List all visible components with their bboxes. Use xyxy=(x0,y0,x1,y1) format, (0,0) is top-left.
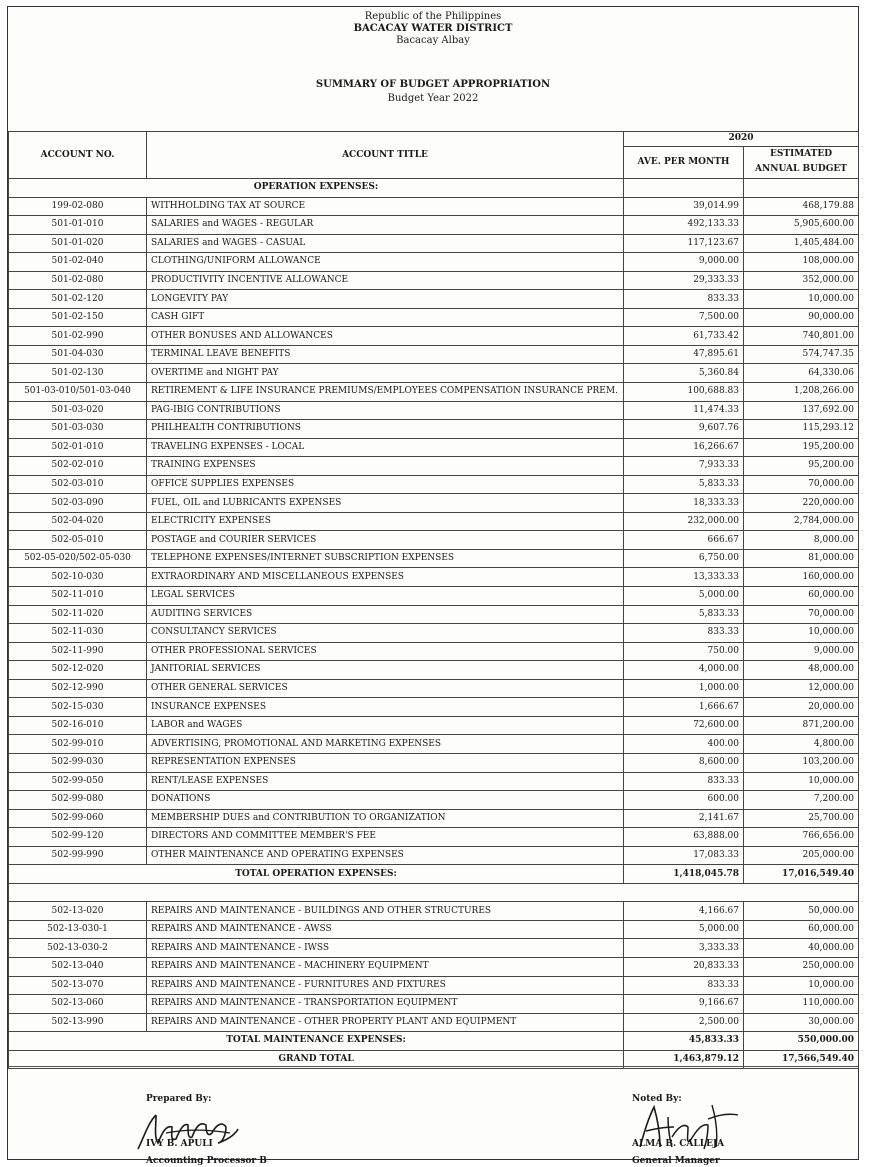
operation-total-row xyxy=(9,865,859,884)
account-title-cell: POSTAGE and COURIER SERVICES xyxy=(147,531,624,550)
account-title-cell: OTHER MAINTENANCE AND OPERATING EXPENSES xyxy=(147,846,624,865)
table-row xyxy=(9,976,859,995)
account-no-cell: 501-03-030 xyxy=(9,420,147,439)
account-no-cell: 501-02-130 xyxy=(9,364,147,383)
table-row xyxy=(9,920,859,939)
budget-table xyxy=(8,131,859,1069)
account-no-cell: 501-03-020 xyxy=(9,401,147,420)
ave-per-month-cell: 9,166.67 xyxy=(624,995,744,1014)
account-no-cell: 502-13-030-1 xyxy=(9,920,147,939)
account-no-cell: 502-99-010 xyxy=(9,735,147,754)
table-row xyxy=(9,531,859,550)
account-no-cell: 502-99-050 xyxy=(9,772,147,791)
account-no-cell: 502-10-030 xyxy=(9,568,147,587)
operation-section-label: OPERATION EXPENSES: xyxy=(9,179,624,198)
ave-per-month-cell: 8,600.00 xyxy=(624,753,744,772)
account-title-cell: TRAINING EXPENSES xyxy=(147,457,624,476)
account-no-cell: 502-13-020 xyxy=(9,902,147,921)
table-row xyxy=(9,846,859,865)
table-row xyxy=(9,345,859,364)
annual-budget-cell: 64,330.06 xyxy=(744,364,859,383)
ave-per-month-cell: 9,000.00 xyxy=(624,253,744,272)
account-title-cell: OTHER GENERAL SERVICES xyxy=(147,679,624,698)
table-row xyxy=(9,791,859,810)
table-row xyxy=(9,753,859,772)
ave-per-month-cell: 9,607.76 xyxy=(624,420,744,439)
account-title-cell: TERMINAL LEAVE BENEFITS xyxy=(147,345,624,364)
account-no-cell: 501-01-010 xyxy=(9,216,147,235)
table-row xyxy=(9,624,859,643)
account-no-cell: 501-02-120 xyxy=(9,290,147,309)
account-title-cell: JANITORIAL SERVICES xyxy=(147,661,624,680)
ave-per-month-cell: 4,000.00 xyxy=(624,661,744,680)
account-title-cell: REPAIRS AND MAINTENANCE - BUILDINGS AND OTHER STRUCTURES xyxy=(147,902,624,921)
ave-per-month-cell: 5,000.00 xyxy=(624,920,744,939)
ave-per-month-cell: 117,123.67 xyxy=(624,234,744,253)
ave-per-month-cell: 400.00 xyxy=(624,735,744,754)
ave-per-month-cell: 2,141.67 xyxy=(624,809,744,828)
account-no-cell: 501-03-010/501-03-040 xyxy=(9,383,147,402)
ave-per-month-cell: 4,166.67 xyxy=(624,902,744,921)
account-title-cell: CLOTHING/UNIFORM ALLOWANCE xyxy=(147,253,624,272)
account-title-cell: TRAVELING EXPENSES - LOCAL xyxy=(147,438,624,457)
table-row xyxy=(9,457,859,476)
ave-per-month-cell: 232,000.00 xyxy=(624,512,744,531)
table-row xyxy=(9,716,859,735)
document-title: SUMMARY OF BUDGET APPROPRIATION xyxy=(315,79,551,90)
annual-budget-cell: 574,747.35 xyxy=(744,345,859,364)
annual-budget-cell: 48,000.00 xyxy=(744,661,859,680)
ave-per-month-cell: 29,333.33 xyxy=(624,271,744,290)
annual-budget-cell: 137,692.00 xyxy=(744,401,859,420)
annual-budget-cell: 250,000.00 xyxy=(744,957,859,976)
annual-budget-cell: 1,208,266.00 xyxy=(744,383,859,402)
budget-year: Budget Year 2022 xyxy=(387,93,479,104)
ave-per-month-cell: 666.67 xyxy=(624,531,744,550)
table-row xyxy=(9,549,859,568)
noted-by-name: ALMA B. CALLEJA xyxy=(632,1139,725,1149)
ave-per-month-cell: 833.33 xyxy=(624,290,744,309)
table-row xyxy=(9,327,859,346)
account-no-cell: 502-02-010 xyxy=(9,457,147,476)
account-title-cell: LONGEVITY PAY xyxy=(147,290,624,309)
table-row xyxy=(9,661,859,680)
ave-per-month-cell: 39,014.99 xyxy=(624,197,744,216)
header-ave-per-month: AVE. PER MONTH xyxy=(624,146,744,178)
annual-budget-cell: 40,000.00 xyxy=(744,939,859,958)
annual-budget-cell: 8,000.00 xyxy=(744,531,859,550)
ave-per-month-cell: 72,600.00 xyxy=(624,716,744,735)
annual-budget-cell: 25,700.00 xyxy=(744,809,859,828)
annual-budget-cell: 871,200.00 xyxy=(744,716,859,735)
account-title-cell: OTHER PROFESSIONAL SERVICES xyxy=(147,642,624,661)
account-title-cell: TELEPHONE EXPENSES/INTERNET SUBSCRIPTION EXPENSES xyxy=(147,549,624,568)
maintenance-total-row xyxy=(9,1032,859,1051)
table-row xyxy=(9,828,859,847)
annual-budget-cell: 160,000.00 xyxy=(744,568,859,587)
table-row xyxy=(9,420,859,439)
annual-budget-cell: 4,800.00 xyxy=(744,735,859,754)
account-no-cell: 502-03-010 xyxy=(9,475,147,494)
annual-budget-cell: 2,784,000.00 xyxy=(744,512,859,531)
ave-per-month-cell: 16,266.67 xyxy=(624,438,744,457)
ave-per-month-cell: 833.33 xyxy=(624,624,744,643)
account-no-cell: 502-13-990 xyxy=(9,1013,147,1032)
account-title-cell: REPAIRS AND MAINTENANCE - TRANSPORTATION EQUIPMENT xyxy=(147,995,624,1014)
header-account-no: ACCOUNT NO. xyxy=(9,132,147,179)
table-row xyxy=(9,308,859,327)
ave-per-month-cell: 750.00 xyxy=(624,642,744,661)
account-title-cell: DIRECTORS AND COMMITTEE MEMBER'S FEE xyxy=(147,828,624,847)
annual-budget-cell: 205,000.00 xyxy=(744,846,859,865)
account-title-cell: OVERTIME and NIGHT PAY xyxy=(147,364,624,383)
operation-total-month: 1,418,045.78 xyxy=(624,865,744,884)
account-no-cell: 199-02-080 xyxy=(9,197,147,216)
ave-per-month-cell: 63,888.00 xyxy=(624,828,744,847)
ave-per-month-cell: 18,333.33 xyxy=(624,494,744,513)
ave-per-month-cell: 5,833.33 xyxy=(624,475,744,494)
account-no-cell: 502-11-020 xyxy=(9,605,147,624)
annual-budget-cell: 766,656.00 xyxy=(744,828,859,847)
account-title-cell: CASH GIFT xyxy=(147,308,624,327)
annual-budget-cell: 30,000.00 xyxy=(744,1013,859,1032)
operation-total-annual: 17,016,549.40 xyxy=(744,865,859,884)
maintenance-total-annual: 550,000.00 xyxy=(744,1032,859,1051)
account-title-cell: SALARIES and WAGES - REGULAR xyxy=(147,216,624,235)
grand-total-label: GRAND TOTAL xyxy=(9,1050,624,1069)
annual-budget-cell: 70,000.00 xyxy=(744,475,859,494)
ave-per-month-cell: 13,333.33 xyxy=(624,568,744,587)
annual-budget-cell: 90,000.00 xyxy=(744,308,859,327)
account-no-cell: 502-15-030 xyxy=(9,698,147,717)
table-row xyxy=(9,271,859,290)
account-title-cell: OFFICE SUPPLIES EXPENSES xyxy=(147,475,624,494)
account-title-cell: FUEL, OIL and LUBRICANTS EXPENSES xyxy=(147,494,624,513)
account-title-cell: REPAIRS AND MAINTENANCE - OTHER PROPERTY PLANT AND EQUIPMENT xyxy=(147,1013,624,1032)
account-title-cell: PHILHEALTH CONTRIBUTIONS xyxy=(147,420,624,439)
account-no-cell: 502-99-120 xyxy=(9,828,147,847)
account-no-cell: 502-13-060 xyxy=(9,995,147,1014)
account-title-cell: REPAIRS AND MAINTENANCE - MACHINERY EQUIPMENT xyxy=(147,957,624,976)
prepared-by-name: IVY B. APULI xyxy=(146,1139,213,1149)
account-no-cell: 502-05-020/502-05-030 xyxy=(9,549,147,568)
account-title-cell: REPAIRS AND MAINTENANCE - IWSS xyxy=(147,939,624,958)
annual-budget-cell: 115,293.12 xyxy=(744,420,859,439)
table-row xyxy=(9,605,859,624)
account-no-cell: 502-11-010 xyxy=(9,587,147,606)
annual-budget-cell: 108,000.00 xyxy=(744,253,859,272)
section-row xyxy=(9,179,859,198)
table-row xyxy=(9,939,859,958)
account-title-cell: WITHHOLDING TAX AT SOURCE xyxy=(147,197,624,216)
annual-budget-cell: 12,000.00 xyxy=(744,679,859,698)
account-title-cell: LEGAL SERVICES xyxy=(147,587,624,606)
account-title-cell: ELECTRICITY EXPENSES xyxy=(147,512,624,531)
annual-budget-cell: 10,000.00 xyxy=(744,976,859,995)
annual-budget-cell: 50,000.00 xyxy=(744,902,859,921)
account-no-cell: 502-13-070 xyxy=(9,976,147,995)
ave-per-month-cell: 600.00 xyxy=(624,791,744,810)
prepared-by-label: Prepared By: xyxy=(146,1094,212,1104)
ave-per-month-cell: 61,733.42 xyxy=(624,327,744,346)
table-row xyxy=(9,364,859,383)
ave-per-month-cell: 5,000.00 xyxy=(624,587,744,606)
table-row xyxy=(9,957,859,976)
account-title-cell: REPRESENTATION EXPENSES xyxy=(147,753,624,772)
noted-by-position: General Manager xyxy=(632,1156,720,1166)
account-title-cell: LABOR and WAGES xyxy=(147,716,624,735)
account-no-cell: 502-05-010 xyxy=(9,531,147,550)
ave-per-month-cell: 11,474.33 xyxy=(624,401,744,420)
annual-budget-cell: 110,000.00 xyxy=(744,995,859,1014)
account-no-cell: 502-12-020 xyxy=(9,661,147,680)
ave-per-month-cell: 492,133.33 xyxy=(624,216,744,235)
account-no-cell: 502-99-990 xyxy=(9,846,147,865)
account-no-cell: 501-02-080 xyxy=(9,271,147,290)
annual-budget-cell: 103,200.00 xyxy=(744,753,859,772)
annual-budget-cell: 81,000.00 xyxy=(744,549,859,568)
account-title-cell: REPAIRS AND MAINTENANCE - AWSS xyxy=(147,920,624,939)
table-row xyxy=(9,216,859,235)
table-row xyxy=(9,512,859,531)
ave-per-month-cell: 3,333.33 xyxy=(624,939,744,958)
ave-per-month-cell: 1,000.00 xyxy=(624,679,744,698)
ave-per-month-cell: 7,500.00 xyxy=(624,308,744,327)
account-no-cell: 502-01-010 xyxy=(9,438,147,457)
account-no-cell: 502-16-010 xyxy=(9,716,147,735)
account-no-cell: 502-11-030 xyxy=(9,624,147,643)
annual-budget-cell: 60,000.00 xyxy=(744,920,859,939)
account-title-cell: DONATIONS xyxy=(147,791,624,810)
table-row xyxy=(9,253,859,272)
annual-budget-cell: 740,801.00 xyxy=(744,327,859,346)
table-row xyxy=(9,475,859,494)
annual-budget-cell: 70,000.00 xyxy=(744,605,859,624)
header-annual-budget: ANNUAL BUDGET xyxy=(755,164,847,175)
budget-document xyxy=(7,6,859,1166)
account-no-cell: 501-02-990 xyxy=(9,327,147,346)
account-title-cell: RETIREMENT & LIFE INSURANCE PREMIUMS/EMPLOYEES COMPENSATION INSURANCE PREM. xyxy=(147,383,624,402)
header-estimated-annual xyxy=(744,146,859,178)
grand-total-annual: 17,566,549.40 xyxy=(744,1050,859,1069)
ave-per-month-cell: 6,750.00 xyxy=(624,549,744,568)
annual-budget-cell: 220,000.00 xyxy=(744,494,859,513)
spacer-row xyxy=(9,883,859,902)
account-no-cell: 502-13-030-2 xyxy=(9,939,147,958)
table-row xyxy=(9,234,859,253)
account-title-cell: CONSULTANCY SERVICES xyxy=(147,624,624,643)
table-row xyxy=(9,290,859,309)
ave-per-month-cell: 7,933.33 xyxy=(624,457,744,476)
annual-budget-cell: 9,000.00 xyxy=(744,642,859,661)
district-name: BACACAY WATER DISTRICT xyxy=(353,23,513,34)
annual-budget-cell: 10,000.00 xyxy=(744,290,859,309)
table-row xyxy=(9,568,859,587)
table-row xyxy=(9,438,859,457)
account-no-cell: 502-13-040 xyxy=(9,957,147,976)
table-row xyxy=(9,1013,859,1032)
account-no-cell: 502-99-060 xyxy=(9,809,147,828)
header-account-title: ACCOUNT TITLE xyxy=(147,132,624,179)
account-no-cell: 501-02-150 xyxy=(9,308,147,327)
annual-budget-cell: 195,200.00 xyxy=(744,438,859,457)
maintenance-total-label: TOTAL MAINTENANCE EXPENSES: xyxy=(9,1032,624,1051)
account-title-cell: ADVERTISING, PROMOTIONAL AND MARKETING EXPENSES xyxy=(147,735,624,754)
ave-per-month-cell: 2,500.00 xyxy=(624,1013,744,1032)
table-row xyxy=(9,642,859,661)
table-row xyxy=(9,698,859,717)
account-title-cell: SALARIES and WAGES - CASUAL xyxy=(147,234,624,253)
ave-per-month-cell: 47,895.61 xyxy=(624,345,744,364)
table-row xyxy=(9,902,859,921)
table-row xyxy=(9,809,859,828)
account-no-cell: 502-12-990 xyxy=(9,679,147,698)
annual-budget-cell: 60,000.00 xyxy=(744,587,859,606)
header-estimated: ESTIMATED xyxy=(769,149,833,160)
grand-total-month: 1,463,879.12 xyxy=(624,1050,744,1069)
table-row xyxy=(9,383,859,402)
maintenance-total-month: 45,833.33 xyxy=(624,1032,744,1051)
table-row xyxy=(9,772,859,791)
account-no-cell: 502-99-080 xyxy=(9,791,147,810)
account-title-cell: MEMBERSHIP DUES and CONTRIBUTION TO ORGANIZATION xyxy=(147,809,624,828)
annual-budget-cell: 10,000.00 xyxy=(744,772,859,791)
header-year: 2020 xyxy=(624,132,859,147)
table-row xyxy=(9,197,859,216)
account-no-cell: 502-99-030 xyxy=(9,753,147,772)
ave-per-month-cell: 833.33 xyxy=(624,976,744,995)
account-title-cell: PRODUCTIVITY INCENTIVE ALLOWANCE xyxy=(147,271,624,290)
table-row xyxy=(9,735,859,754)
ave-per-month-cell: 5,833.33 xyxy=(624,605,744,624)
table-row xyxy=(9,587,859,606)
account-title-cell: RENT/LEASE EXPENSES xyxy=(147,772,624,791)
annual-budget-cell: 468,179.88 xyxy=(744,197,859,216)
table-row xyxy=(9,679,859,698)
ave-per-month-cell: 1,666.67 xyxy=(624,698,744,717)
account-title-cell: INSURANCE EXPENSES xyxy=(147,698,624,717)
annual-budget-cell: 10,000.00 xyxy=(744,624,859,643)
account-title-cell: AUDITING SERVICES xyxy=(147,605,624,624)
annual-budget-cell: 1,405,484.00 xyxy=(744,234,859,253)
ave-per-month-cell: 833.33 xyxy=(624,772,744,791)
account-no-cell: 501-02-040 xyxy=(9,253,147,272)
district-location: Bacacay Albay xyxy=(396,35,470,46)
annual-budget-cell: 352,000.00 xyxy=(744,271,859,290)
prepared-by-position: Accounting Processor B xyxy=(146,1156,267,1166)
signature-divider xyxy=(8,1066,858,1067)
ave-per-month-cell: 17,083.33 xyxy=(624,846,744,865)
annual-budget-cell: 5,905,600.00 xyxy=(744,216,859,235)
account-no-cell: 501-01-020 xyxy=(9,234,147,253)
table-row xyxy=(9,494,859,513)
annual-budget-cell: 7,200.00 xyxy=(744,791,859,810)
ave-per-month-cell: 5,360.84 xyxy=(624,364,744,383)
operation-total-label: TOTAL OPERATION EXPENSES: xyxy=(9,865,624,884)
account-title-cell: EXTRAORDINARY AND MISCELLANEOUS EXPENSES xyxy=(147,568,624,587)
ave-per-month-cell: 20,833.33 xyxy=(624,957,744,976)
table-row xyxy=(9,401,859,420)
annual-budget-cell: 20,000.00 xyxy=(744,698,859,717)
noted-by-label: Noted By: xyxy=(632,1094,682,1104)
account-no-cell: 502-04-020 xyxy=(9,512,147,531)
ave-per-month-cell: 100,688.83 xyxy=(624,383,744,402)
account-title-cell: OTHER BONUSES AND ALLOWANCES xyxy=(147,327,624,346)
account-no-cell: 502-11-990 xyxy=(9,642,147,661)
republic-line: Republic of the Philippines xyxy=(364,11,502,22)
annual-budget-cell: 95,200.00 xyxy=(744,457,859,476)
table-row xyxy=(9,995,859,1014)
account-no-cell: 502-03-090 xyxy=(9,494,147,513)
account-title-cell: PAG-IBIG CONTRIBUTIONS xyxy=(147,401,624,420)
account-title-cell: REPAIRS AND MAINTENANCE - FURNITURES AND FIXTURES xyxy=(147,976,624,995)
account-no-cell: 501-04-030 xyxy=(9,345,147,364)
